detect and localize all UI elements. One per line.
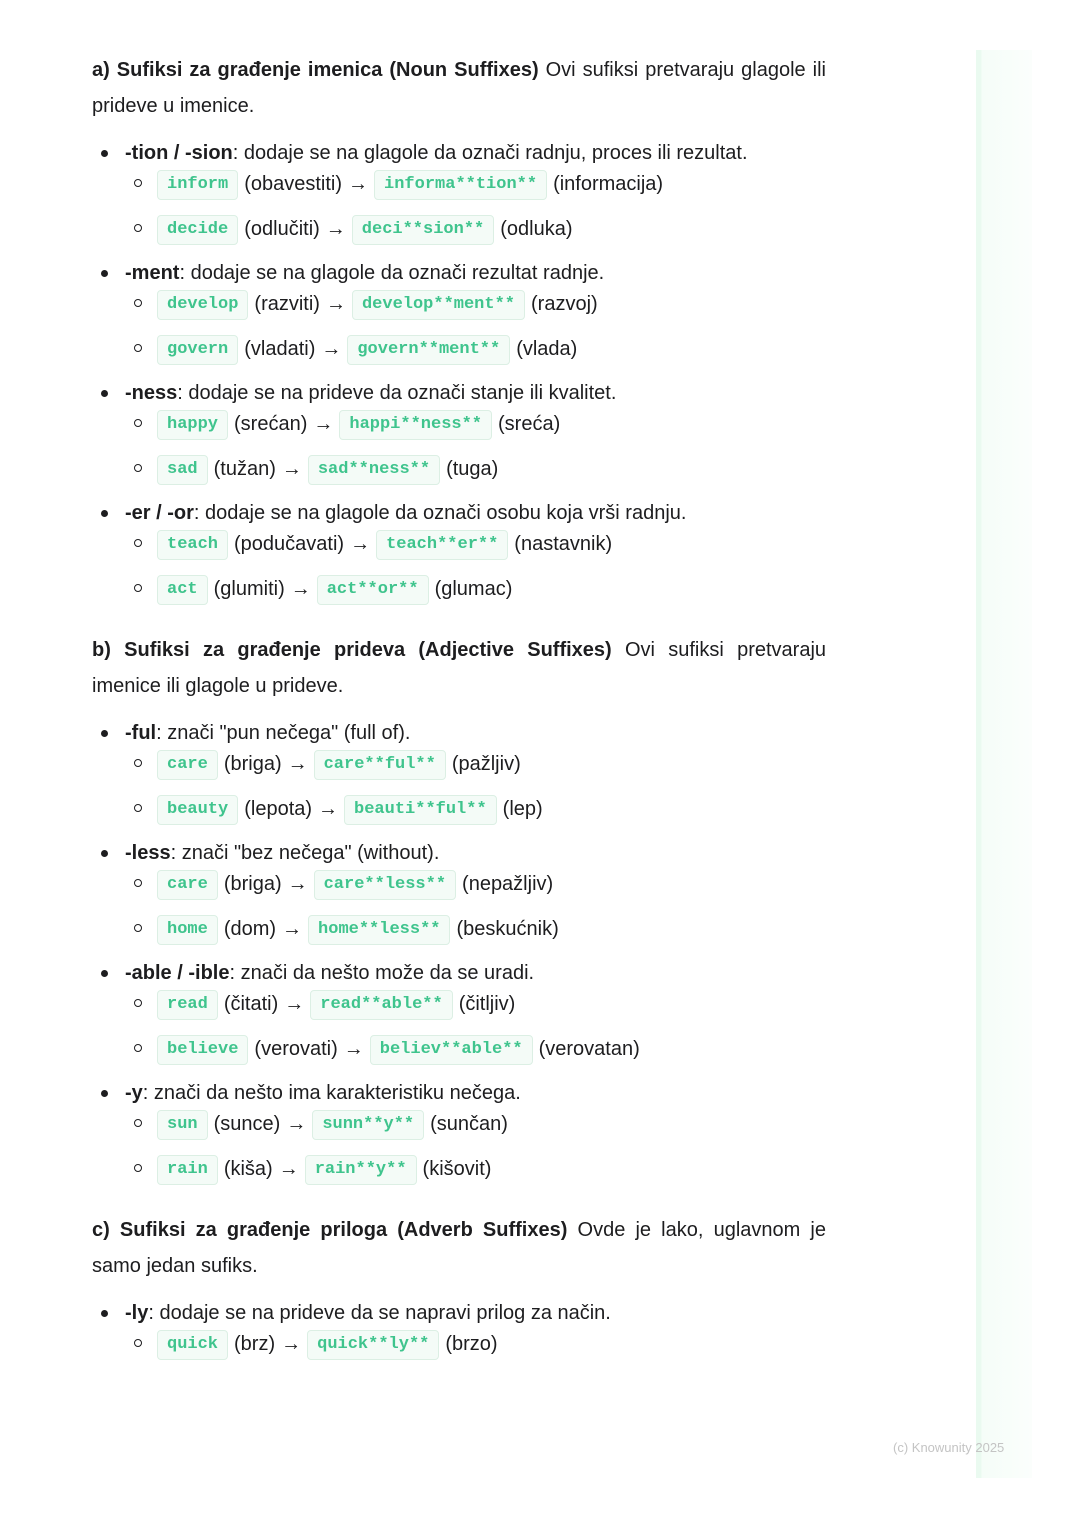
derived-word: sunn**y**: [312, 1110, 424, 1140]
circle-bullet-icon: [134, 1339, 142, 1347]
circle-bullet-icon: [134, 1119, 142, 1127]
circle-bullet-icon: [134, 759, 142, 767]
circle-bullet-icon: [134, 879, 142, 887]
derived-word: develop**ment**: [352, 290, 525, 320]
derived-word: quick**ly**: [307, 1330, 439, 1360]
example-row: [92, 793, 826, 838]
suffix-name: -er / -or: [125, 502, 194, 524]
suffix-name: -able / -ible: [125, 962, 230, 984]
example-row: [92, 288, 826, 333]
suffix-desc: : znači da nešto može da se uradi.: [229, 962, 535, 984]
derived-word: beauti**ful**: [344, 795, 497, 825]
circle-bullet-icon: [134, 999, 142, 1007]
base-translation: (dom): [223, 918, 277, 940]
bullet-icon: [101, 390, 108, 397]
example-row: [92, 1033, 826, 1078]
arrow-right-icon: →: [287, 753, 308, 775]
base-word: sun: [157, 1110, 208, 1140]
bullet-icon: [101, 510, 108, 517]
derived-translation: (nastavnik): [514, 533, 613, 555]
suffix-item: [92, 718, 826, 838]
suffix-item: [92, 1078, 826, 1198]
arrow-right-icon: →: [348, 173, 369, 195]
suffix-desc: : dodaje se na prideve da označi stanje ili kvalitet.: [177, 382, 617, 404]
copyright-footer: (c) Knowunity 2025: [893, 1440, 1005, 1455]
arrow-right-icon: →: [282, 918, 303, 940]
derived-translation: (verovatan): [538, 1038, 640, 1060]
derived-translation: (sreća): [498, 413, 561, 435]
derived-word: home**less**: [308, 915, 450, 945]
example-row: [92, 988, 826, 1033]
derived-translation: (tuga): [446, 458, 499, 480]
suffix-name: -ful: [125, 722, 157, 744]
base-translation: (kiša): [223, 1158, 273, 1180]
base-translation: (srećan): [234, 413, 308, 435]
suffix-desc: : dodaje se na glagole da označi osobu koja vrši radnju.: [193, 502, 687, 524]
example-row: [92, 1108, 826, 1153]
derived-word: care**less**: [314, 870, 456, 900]
derived-word: act**or**: [317, 575, 429, 605]
suffix-desc: : dodaje se na glagole da označi rezultat radnje.: [179, 262, 605, 284]
derived-translation: (pažljiv): [451, 753, 521, 775]
example-row: [92, 168, 826, 213]
derived-word: read**able**: [310, 990, 452, 1020]
section-intro: [92, 632, 826, 704]
base-word: home: [157, 915, 218, 945]
suffix-item: [92, 1298, 826, 1373]
section-adjective-suffixes: [92, 632, 826, 1198]
bullet-icon: [101, 1310, 108, 1317]
suffix-item: [92, 498, 826, 618]
base-translation: (čitati): [223, 993, 279, 1015]
arrow-right-icon: →: [313, 413, 334, 435]
section-noun-suffixes: [92, 52, 826, 618]
bullet-icon: [101, 270, 108, 277]
example-row: [92, 213, 826, 258]
base-word: care: [157, 870, 218, 900]
derived-translation: (informacija): [553, 173, 664, 195]
section-intro-text: Ovi sufiksi pretvaraju glagole ili prideve u imenice.: [92, 59, 826, 117]
base-translation: (briga): [223, 873, 282, 895]
derived-translation: (brzo): [445, 1333, 498, 1355]
section-intro: [92, 1212, 826, 1284]
section-intro: [92, 52, 826, 124]
arrow-right-icon: →: [286, 1113, 307, 1135]
circle-bullet-icon: [134, 344, 142, 352]
example-row: [92, 573, 826, 618]
bullet-icon: [101, 970, 108, 977]
arrow-right-icon: →: [287, 873, 308, 895]
suffix-list: [92, 138, 826, 618]
base-translation: (podučavati): [234, 533, 345, 555]
section-intro-text: Ovi sufiksi pretvaraju imenice ili glagole u prideve.: [92, 639, 827, 697]
example-row: [92, 408, 826, 453]
example-row: [92, 333, 826, 378]
circle-bullet-icon: [134, 804, 142, 812]
derived-translation: (lep): [502, 798, 543, 820]
base-translation: (lepota): [244, 798, 313, 820]
base-word: care: [157, 750, 218, 780]
circle-bullet-icon: [134, 539, 142, 547]
base-translation: (brz): [234, 1333, 276, 1355]
circle-bullet-icon: [134, 179, 142, 187]
suffix-item: [92, 958, 826, 1078]
base-translation: (verovati): [254, 1038, 338, 1060]
suffix-list: [92, 1298, 826, 1373]
base-translation: (sunce): [213, 1113, 281, 1135]
suffix-desc: : znači "bez nečega" (without).: [170, 842, 440, 864]
example-row: [92, 453, 826, 498]
base-word: happy: [157, 410, 228, 440]
side-strip: [976, 50, 1032, 1478]
suffix-name: -y: [125, 1082, 143, 1104]
section-heading: c) Sufiksi za građenje priloga (Adverb Suffixes): [92, 1219, 568, 1241]
circle-bullet-icon: [134, 584, 142, 592]
bullet-icon: [101, 150, 108, 157]
suffix-item: [92, 378, 826, 498]
base-word: beauty: [157, 795, 238, 825]
example-row: [92, 748, 826, 793]
derived-translation: (beskućnik): [456, 918, 559, 940]
bullet-icon: [101, 850, 108, 857]
arrow-right-icon: →: [325, 293, 346, 315]
derived-translation: (sunčan): [430, 1113, 508, 1135]
example-row: [92, 868, 826, 913]
base-translation: (obavestiti): [244, 173, 343, 195]
derived-word: happi**ness**: [339, 410, 492, 440]
base-word: believe: [157, 1035, 248, 1065]
bullet-icon: [101, 730, 108, 737]
derived-word: govern**ment**: [347, 335, 510, 365]
circle-bullet-icon: [134, 299, 142, 307]
suffix-desc: : znači "pun nečega" (full of).: [156, 722, 411, 744]
base-translation: (briga): [223, 753, 282, 775]
base-translation: (vladati): [244, 338, 316, 360]
section-adverb-suffixes: [92, 1212, 826, 1373]
base-word: govern: [157, 335, 238, 365]
derived-word: deci**sion**: [352, 215, 494, 245]
derived-word: rain**y**: [305, 1155, 417, 1185]
base-word: develop: [157, 290, 248, 320]
derived-translation: (vlada): [516, 338, 578, 360]
base-translation: (glumiti): [213, 578, 285, 600]
suffix-item: [92, 138, 826, 258]
arrow-right-icon: →: [325, 218, 346, 240]
arrow-right-icon: →: [321, 338, 342, 360]
circle-bullet-icon: [134, 224, 142, 232]
arrow-right-icon: →: [290, 578, 311, 600]
derived-word: teach**er**: [376, 530, 508, 560]
base-translation: (odlučiti): [244, 218, 320, 240]
derived-translation: (čitljiv): [458, 993, 516, 1015]
base-word: inform: [157, 170, 238, 200]
base-translation: (razviti): [254, 293, 320, 315]
base-word: rain: [157, 1155, 218, 1185]
suffix-name: -tion / -sion: [125, 142, 233, 164]
section-heading: a) Sufiksi za građenje imenica (Noun Suffixes): [92, 59, 539, 81]
suffix-name: -ment: [125, 262, 180, 284]
suffix-desc: : dodaje se na glagole da označi radnju, proces ili rezultat.: [232, 142, 748, 164]
derived-word: care**ful**: [314, 750, 446, 780]
derived-word: believ**able**: [370, 1035, 533, 1065]
suffix-desc: : dodaje se na prideve da se napravi prilog za način.: [148, 1302, 611, 1324]
base-word: quick: [157, 1330, 228, 1360]
arrow-right-icon: →: [281, 1333, 302, 1355]
arrow-right-icon: →: [284, 993, 305, 1015]
base-word: sad: [157, 455, 208, 485]
base-word: decide: [157, 215, 238, 245]
suffix-name: -ly: [125, 1302, 149, 1324]
base-word: read: [157, 990, 218, 1020]
derived-word: sad**ness**: [308, 455, 440, 485]
suffix-desc: : znači da nešto ima karakteristiku nečega.: [142, 1082, 521, 1104]
section-intro-text: Ovde je lako, uglavnom je samo jedan sufiks.: [92, 1219, 826, 1277]
arrow-right-icon: →: [343, 1038, 364, 1060]
example-row: [92, 1153, 826, 1198]
base-translation: (tužan): [213, 458, 276, 480]
example-row: [92, 913, 826, 958]
suffix-list: [92, 718, 826, 1198]
circle-bullet-icon: [134, 419, 142, 427]
derived-translation: (odluka): [500, 218, 573, 240]
derived-translation: (kišovit): [422, 1158, 492, 1180]
derived-translation: (nepažljiv): [462, 873, 554, 895]
derived-translation: (glumac): [434, 578, 513, 600]
document-content: [92, 52, 826, 1387]
example-row: [92, 528, 826, 573]
suffix-name: -ness: [125, 382, 178, 404]
arrow-right-icon: →: [281, 458, 302, 480]
circle-bullet-icon: [134, 924, 142, 932]
arrow-right-icon: →: [278, 1158, 299, 1180]
section-heading: b) Sufiksi za građenje prideva (Adjective Suffixes): [92, 639, 612, 661]
arrow-right-icon: →: [318, 798, 339, 820]
derived-word: informa**tion**: [374, 170, 547, 200]
arrow-right-icon: →: [350, 533, 371, 555]
derived-translation: (razvoj): [531, 293, 598, 315]
circle-bullet-icon: [134, 464, 142, 472]
suffix-item: [92, 258, 826, 378]
bullet-icon: [101, 1090, 108, 1097]
base-word: act: [157, 575, 208, 605]
base-word: teach: [157, 530, 228, 560]
circle-bullet-icon: [134, 1044, 142, 1052]
example-row: [92, 1328, 826, 1373]
circle-bullet-icon: [134, 1164, 142, 1172]
suffix-item: [92, 838, 826, 958]
suffix-name: -less: [125, 842, 171, 864]
